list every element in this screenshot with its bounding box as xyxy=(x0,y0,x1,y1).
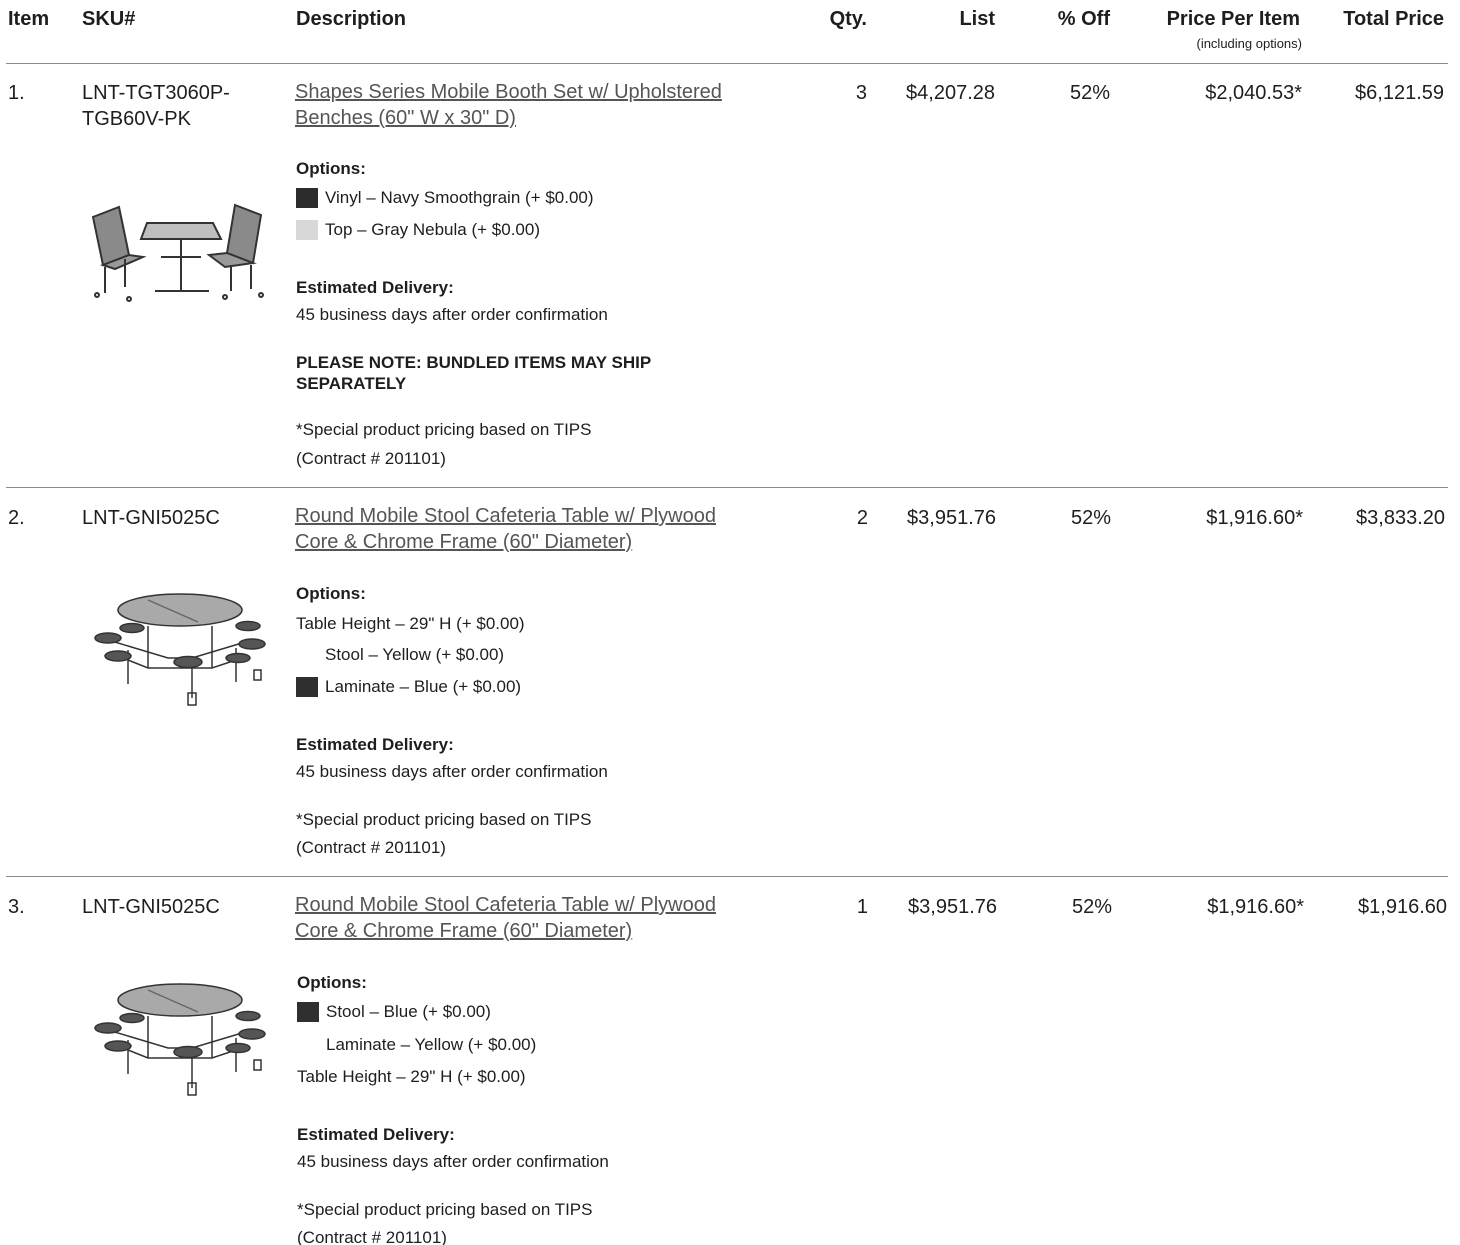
option-text: Stool – Yellow (+ $0.00) xyxy=(325,645,505,664)
header-price-per-item: Price Per Item xyxy=(1166,8,1300,30)
contract-text: (Contract # 201101) xyxy=(296,449,446,468)
booth-set-product-image xyxy=(85,195,270,305)
percent-off: 52% xyxy=(1070,507,1111,529)
option-vinyl xyxy=(296,188,594,208)
option-stool xyxy=(296,645,504,665)
option-stool xyxy=(297,1002,491,1022)
sku xyxy=(82,505,220,531)
sku xyxy=(82,894,220,920)
option-table-height xyxy=(296,614,525,634)
item-number: 3. xyxy=(8,896,25,918)
qty-value: 3 xyxy=(855,82,867,104)
yellow-swatch-icon xyxy=(297,1035,319,1055)
blue-swatch-icon xyxy=(296,677,318,697)
product-title-link[interactable]: Round Mobile Stool Cafeteria Table w/ Plywood Core & Chrome Frame (60" Diameter) xyxy=(295,894,716,942)
sku-line: TGB60V-PK xyxy=(82,108,191,130)
option-text: Laminate – Blue (+ $0.00) xyxy=(325,677,522,696)
option-text: Top – Gray Nebula (+ $0.00) xyxy=(325,220,540,239)
contract-text: (Contract # 201101) xyxy=(297,1228,447,1245)
product-title-link[interactable]: Shapes Series Mobile Booth Set w/ Upholstered Benches (60" W x 30" D) xyxy=(295,81,722,129)
gray-swatch-icon xyxy=(296,220,318,240)
item-number: 2. xyxy=(8,507,25,529)
percent-off: 52% xyxy=(1071,896,1112,918)
header-list: List xyxy=(959,8,995,30)
total-price: $1,916.60 xyxy=(1358,896,1447,918)
row-divider xyxy=(6,487,1448,488)
header-percent-off: % Off xyxy=(1057,8,1110,30)
header-qty: Qty. xyxy=(829,8,867,30)
options-label: Options: xyxy=(297,973,367,992)
header-price-per-item-note: (including options) xyxy=(1196,36,1302,51)
price-per-item: $2,040.53* xyxy=(1205,82,1302,104)
price-per-item: $1,916.60* xyxy=(1206,507,1303,529)
option-text: Vinyl – Navy Smoothgrain (+ $0.00) xyxy=(325,188,594,207)
percent-off: 52% xyxy=(1069,82,1110,104)
header-item: Item xyxy=(8,8,50,30)
estimated-delivery-label: Estimated Delivery: xyxy=(296,278,454,297)
sku-line: LNT-GNI5025C xyxy=(82,507,220,529)
option-laminate xyxy=(297,1035,536,1055)
special-pricing-text: *Special product pricing based on TIPS xyxy=(297,1200,593,1219)
sku-line: LNT-TGT3060P- xyxy=(82,82,230,104)
total-price: $6,121.59 xyxy=(1355,82,1444,104)
round-table-product-image xyxy=(88,978,273,1103)
option-top xyxy=(296,220,540,240)
estimated-delivery-label: Estimated Delivery: xyxy=(296,735,454,754)
special-pricing-text: *Special product pricing based on TIPS xyxy=(296,810,592,829)
estimated-delivery-label: Estimated Delivery: xyxy=(297,1125,455,1144)
sku-line: LNT-GNI5025C xyxy=(82,896,220,918)
contract-text: (Contract # 201101) xyxy=(296,838,446,857)
sku xyxy=(82,80,230,132)
list-price: $4,207.28 xyxy=(906,82,995,104)
header-sku: SKU# xyxy=(82,8,136,30)
header-total-price: Total Price xyxy=(1343,8,1444,30)
header-description: Description xyxy=(296,8,407,30)
qty-value: 1 xyxy=(856,896,868,918)
option-text: Laminate – Yellow (+ $0.00) xyxy=(326,1035,537,1054)
header-divider xyxy=(6,63,1448,64)
option-laminate xyxy=(296,677,521,697)
navy-swatch-icon xyxy=(296,188,318,208)
blue-swatch-icon xyxy=(297,1002,319,1022)
bundle-note: PLEASE NOTE: BUNDLED ITEMS MAY SHIP SEPARATELY xyxy=(296,353,651,393)
estimated-delivery-text: 45 business days after order confirmation xyxy=(296,305,608,324)
options-label: Options: xyxy=(296,584,366,603)
item-number: 1. xyxy=(8,82,25,104)
estimated-delivery-text: 45 business days after order confirmation xyxy=(297,1152,609,1171)
price-per-item: $1,916.60* xyxy=(1207,896,1304,918)
round-table-product-image xyxy=(88,588,273,713)
product-title-link[interactable]: Round Mobile Stool Cafeteria Table w/ Plywood Core & Chrome Frame (60" Diameter) xyxy=(295,505,716,553)
qty-value: 2 xyxy=(856,507,868,529)
option-text: Table Height – 29" H (+ $0.00) xyxy=(297,1067,526,1086)
options-label: Options: xyxy=(296,159,366,178)
yellow-swatch-icon xyxy=(296,645,318,665)
option-text: Table Height – 29" H (+ $0.00) xyxy=(296,614,525,633)
row-divider xyxy=(6,876,1448,877)
option-text: Stool – Blue (+ $0.00) xyxy=(326,1002,491,1021)
option-table-height xyxy=(297,1067,526,1087)
special-pricing-text: *Special product pricing based on TIPS xyxy=(296,420,592,439)
list-price: $3,951.76 xyxy=(908,896,997,918)
list-price: $3,951.76 xyxy=(907,507,996,529)
total-price: $3,833.20 xyxy=(1356,507,1445,529)
estimated-delivery-text: 45 business days after order confirmation xyxy=(296,762,608,781)
